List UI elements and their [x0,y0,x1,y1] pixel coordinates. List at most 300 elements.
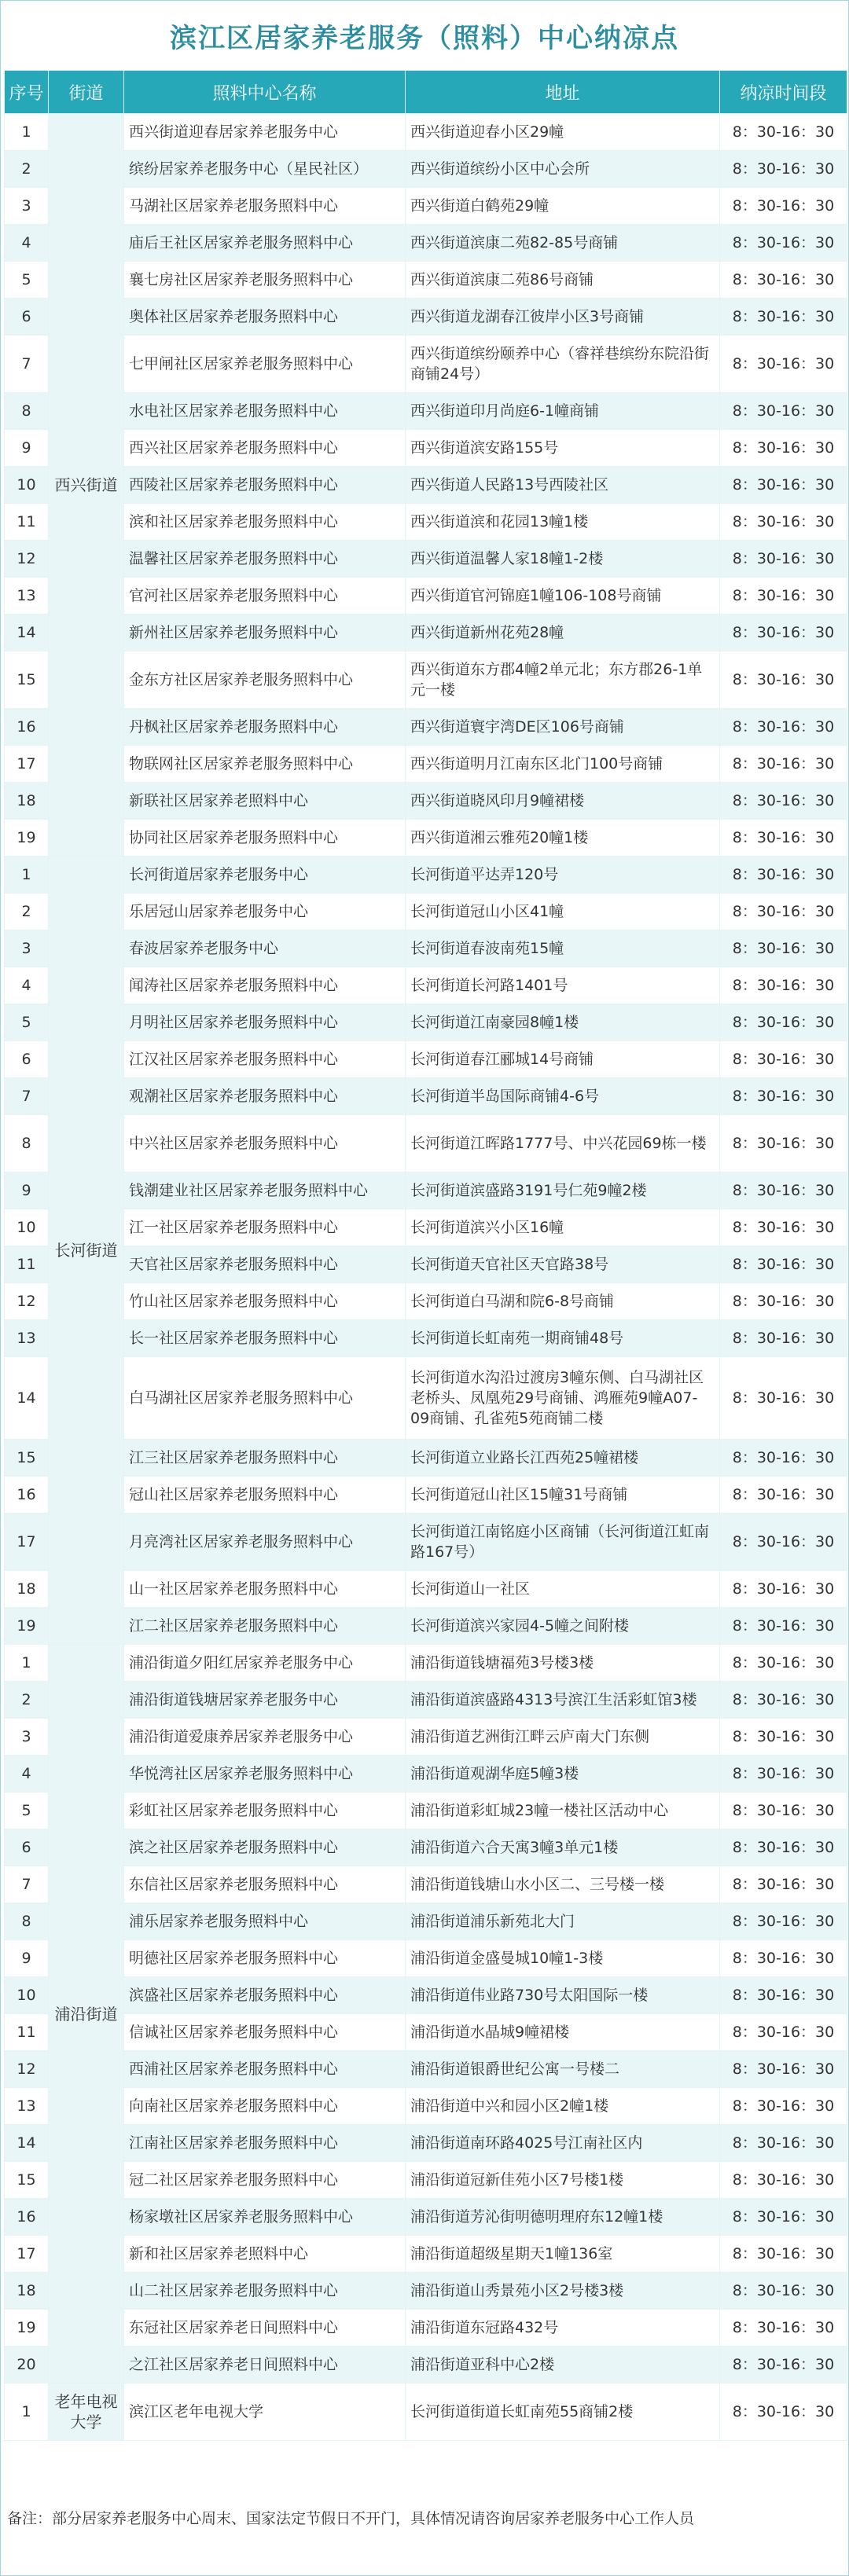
table-row [5,541,847,578]
table-row [5,1246,847,1283]
center-name: 马湖社区居家养老服务照料中心 [124,188,406,225]
center-address: 浦沿街道浦乐新苑北大门 [406,1903,720,1940]
center-address: 西兴街道寰宇湾DE区106号商铺 [406,709,720,746]
center-address: 长河街道滨盛路3191号仁苑9幢2楼 [406,1172,720,1209]
center-name: 官河社区居家养老服务照料中心 [124,578,406,615]
center-address: 浦沿街道六合天寓3幢3单元1楼 [406,1829,720,1866]
center-name: 观潮社区居家养老服务照料中心 [124,1078,406,1115]
cooling-time: 8：30-16：30 [720,2014,847,2051]
row-number: 14 [5,2125,49,2162]
center-name: 江三社区居家养老服务照料中心 [124,1440,406,1477]
table-row [5,1357,847,1440]
row-number: 3 [5,188,49,225]
center-address: 浦沿街道观湖华庭5幢3楼 [406,1756,720,1793]
table-row [5,1004,847,1041]
row-number: 15 [5,651,49,709]
table-row [5,393,847,430]
center-address: 浦沿街道滨盛路4313号滨江生活彩虹馆3楼 [406,1682,720,1719]
cooling-time: 8：30-16：30 [720,2199,847,2236]
table-row [5,114,847,151]
page-title: 滨江区居家养老服务（照料）中心纳凉点 [170,22,679,54]
cooling-time: 8：30-16：30 [720,1977,847,2014]
center-name: 向南社区居家养老服务照料中心 [124,2088,406,2125]
table-row [5,1829,847,1866]
cooling-time: 8：30-16：30 [720,967,847,1004]
header-no: 序号 [5,71,49,114]
table-row [5,1756,847,1793]
center-name: 滨盛社区居家养老服务照料中心 [124,1977,406,2014]
table-row [5,1903,847,1940]
table-row [5,430,847,467]
cooling-time: 8：30-16：30 [720,1320,847,1357]
row-number: 8 [5,393,49,430]
table-row [5,783,847,820]
table-row [5,336,847,393]
row-number: 15 [5,2162,49,2199]
center-name: 协同社区居家养老服务照料中心 [124,820,406,857]
center-name: 月明社区居家养老服务照料中心 [124,1004,406,1041]
row-number: 19 [5,820,49,857]
center-address: 浦沿街道钱塘山水小区二、三号楼一楼 [406,1866,720,1903]
cooling-time: 8：30-16：30 [720,1682,847,1719]
header-address: 地址 [406,71,720,114]
cooling-time: 8：30-16：30 [720,188,847,225]
center-name: 冠二社区居家养老服务照料中心 [124,2162,406,2199]
row-number: 1 [5,114,49,151]
cooling-time: 8：30-16：30 [720,1283,847,1320]
center-address: 浦沿街道银爵世纪公寓一号楼二 [406,2051,720,2088]
center-address: 浦沿街道艺洲街江畔云庐南大门东侧 [406,1719,720,1756]
center-address: 浦沿街道中兴和园小区2幢1楼 [406,2088,720,2125]
cooling-time: 8：30-16：30 [720,820,847,857]
cooling-time: 8：30-16：30 [720,2310,847,2347]
center-address: 西兴街道官河锦庭1幢106-108号商铺 [406,578,720,615]
table-row [5,225,847,262]
center-name: 江二社区居家养老服务照料中心 [124,1608,406,1645]
row-number: 8 [5,1115,49,1172]
cooling-time: 8：30-16：30 [720,1209,847,1246]
table-row [5,651,847,709]
table-row [5,467,847,504]
table-row [5,2310,847,2347]
center-address: 西兴街道新州花苑28幢 [406,615,720,651]
center-name: 信诚社区居家养老服务照料中心 [124,2014,406,2051]
center-name: 东信社区居家养老服务照料中心 [124,1866,406,1903]
center-address: 浦沿街道金盛曼城10幢1-3楼 [406,1940,720,1977]
center-address: 长河街道冠山社区15幢31号商铺 [406,1477,720,1514]
center-name: 山二社区居家养老服务照料中心 [124,2273,406,2310]
table-row [5,1940,847,1977]
table-row [5,1571,847,1608]
row-number: 16 [5,709,49,746]
cooling-time: 8：30-16：30 [720,2347,847,2383]
cooling-time: 8：30-16：30 [720,1940,847,1977]
center-name: 浦沿街道夕阳红居家养老服务中心 [124,1645,406,1682]
table-row [5,2125,847,2162]
cooling-time: 8：30-16：30 [720,1115,847,1172]
table-row [5,857,847,894]
row-number: 13 [5,578,49,615]
center-name: 天官社区居家养老服务照料中心 [124,1246,406,1283]
cooling-time: 8：30-16：30 [720,578,847,615]
row-number: 4 [5,225,49,262]
center-address: 西兴街道东方郡4幢2单元北；东方郡26-1单元一楼 [406,651,720,709]
center-name: 水电社区居家养老服务照料中心 [124,393,406,430]
row-number: 12 [5,541,49,578]
cooling-time: 8：30-16：30 [720,1357,847,1440]
center-address: 浦沿街道伟业路730号太阳国际一楼 [406,1977,720,2014]
center-name: 新州社区居家养老服务照料中心 [124,615,406,651]
table-row [5,2162,847,2199]
center-name: 浦沿街道爱康养居家养老服务中心 [124,1719,406,1756]
center-name: 之江社区居家养老日间照料中心 [124,2347,406,2383]
district-cell: 长河街道 [49,857,124,1645]
table-row [5,2014,847,2051]
cooling-time: 8：30-16：30 [720,2273,847,2310]
center-address: 西兴街道温馨人家18幢1-2楼 [406,541,720,578]
table-row [5,188,847,225]
footnote: 备注：部分居家养老服务中心周末、国家法定节假日不开门，具体情况请咨询居家养老服务中心工作人员 [7,2510,695,2527]
center-name: 东冠社区居家养老日间照料中心 [124,2310,406,2347]
cooling-time: 8：30-16：30 [720,894,847,930]
center-name: 滨之社区居家养老服务照料中心 [124,1829,406,1866]
center-address: 长河街道滨兴小区16幢 [406,1209,720,1246]
center-name: 浦乐居家养老服务照料中心 [124,1903,406,1940]
row-number: 3 [5,1719,49,1756]
cooling-time: 8：30-16：30 [720,2125,847,2162]
district-cell: 西兴街道 [49,114,124,857]
table-row [5,1283,847,1320]
cooling-time: 8：30-16：30 [720,746,847,783]
cooling-time: 8：30-16：30 [720,2051,847,2088]
table-row [5,1320,847,1357]
table-row [5,1977,847,2014]
row-number: 6 [5,1829,49,1866]
center-address: 长河街道长虹南苑一期商铺48号 [406,1320,720,1357]
center-name: 竹山社区居家养老服务照料中心 [124,1283,406,1320]
center-name: 长河街道居家养老服务中心 [124,857,406,894]
center-address: 西兴街道晓风印月9幢裙楼 [406,783,720,820]
center-name: 月亮湾社区居家养老服务照料中心 [124,1514,406,1571]
center-address: 浦沿街道芳沁街明德明理府东12幢1楼 [406,2199,720,2236]
center-address: 长河街道冠山小区41幢 [406,894,720,930]
center-address: 浦沿街道超级星期天1幢136室 [406,2236,720,2273]
center-address: 西兴街道人民路13号西陵社区 [406,467,720,504]
cooling-time: 8：30-16：30 [720,430,847,467]
table-row [5,1477,847,1514]
center-address: 长河街道水沟沿过渡房3幢东侧、白马湖社区老桥头、凤凰苑29号商铺、鸿雁苑9幢A07-09商铺、孔雀苑5苑商铺二楼 [406,1357,720,1440]
cooling-time: 8：30-16：30 [720,336,847,393]
cooling-time: 8：30-16：30 [720,615,847,651]
center-name: 山一社区居家养老服务照料中心 [124,1571,406,1608]
table-row [5,1440,847,1477]
center-name: 江一社区居家养老服务照料中心 [124,1209,406,1246]
center-address: 长河街道滨兴家园4-5幢之间附楼 [406,1608,720,1645]
table-row [5,1645,847,1682]
cooling-time: 8：30-16：30 [720,1246,847,1283]
center-address: 长河街道江南豪园8幢1楼 [406,1004,720,1041]
center-name: 彩虹社区居家养老服务照料中心 [124,1793,406,1829]
row-number: 6 [5,1041,49,1078]
center-address: 西兴街道明月江南东区北门100号商铺 [406,746,720,783]
table-row [5,1719,847,1756]
center-address: 长河街道江南铭庭小区商铺（长河街道江虹南路167号） [406,1514,720,1571]
center-address: 浦沿街道水晶城9幢裙楼 [406,2014,720,2051]
table-row [5,2199,847,2236]
center-name: 江汉社区居家养老服务照料中心 [124,1041,406,1078]
row-number: 18 [5,2273,49,2310]
center-name: 江南社区居家养老服务照料中心 [124,2125,406,2162]
table-row [5,930,847,967]
row-number: 13 [5,2088,49,2125]
district-cell: 老年电视大学 [49,2383,124,2441]
table-row [5,578,847,615]
row-number: 17 [5,2236,49,2273]
table-row [5,1078,847,1115]
table-row [5,2273,847,2310]
cooling-time: 8：30-16：30 [720,1477,847,1514]
cooling-time: 8：30-16：30 [720,1078,847,1115]
center-name: 春波居家养老服务中心 [124,930,406,967]
row-number: 15 [5,1440,49,1477]
center-name: 华悦湾社区居家养老服务照料中心 [124,1756,406,1793]
center-address: 西兴街道滨和花园13幢1楼 [406,504,720,541]
center-address: 西兴街道湘云雅苑20幢1楼 [406,820,720,857]
table-row [5,709,847,746]
row-number: 1 [5,857,49,894]
cooling-time: 8：30-16：30 [720,1172,847,1209]
center-name: 西浦社区居家养老服务照料中心 [124,2051,406,2088]
center-address: 西兴街道迎春小区29幢 [406,114,720,151]
center-address: 西兴街道缤纷小区中心会所 [406,151,720,188]
row-number: 6 [5,299,49,336]
cooling-time: 8：30-16：30 [720,393,847,430]
cooling-time: 8：30-16：30 [720,1440,847,1477]
center-name: 奥体社区居家养老服务照料中心 [124,299,406,336]
cooling-time: 8：30-16：30 [720,1571,847,1608]
table-row [5,262,847,299]
table-row [5,1793,847,1829]
district-cell: 浦沿街道 [49,1645,124,2383]
center-address: 浦沿街道冠新佳苑小区7号楼1楼 [406,2162,720,2199]
center-name: 西兴社区居家养老服务照料中心 [124,430,406,467]
row-number: 7 [5,1866,49,1903]
row-number: 10 [5,1209,49,1246]
center-address: 长河街道春波南苑15幢 [406,930,720,967]
center-address: 西兴街道印月尚庭6-1幢商铺 [406,393,720,430]
center-address: 长河街道白马湖和院6-8号商铺 [406,1283,720,1320]
cooling-time: 8：30-16：30 [720,1004,847,1041]
cooling-time: 8：30-16：30 [720,151,847,188]
row-number: 7 [5,336,49,393]
cooling-time: 8：30-16：30 [720,1719,847,1756]
center-address: 西兴街道滨安路155号 [406,430,720,467]
table-row [5,2088,847,2125]
cooling-time: 8：30-16：30 [720,2162,847,2199]
row-number: 10 [5,1977,49,2014]
center-address: 西兴街道滨康二苑82-85号商铺 [406,225,720,262]
cooling-time: 8：30-16：30 [720,2383,847,2441]
cooling-time: 8：30-16：30 [720,1903,847,1940]
cooling-time: 8：30-16：30 [720,709,847,746]
row-number: 7 [5,1078,49,1115]
center-address: 浦沿街道南环路4025号江南社区内 [406,2125,720,2162]
cooling-time: 8：30-16：30 [720,1866,847,1903]
table-body [5,114,847,2441]
table-row [5,1514,847,1571]
cooling-time: 8：30-16：30 [720,651,847,709]
row-number: 4 [5,1756,49,1793]
row-number: 11 [5,1246,49,1283]
row-number: 14 [5,615,49,651]
center-name: 闻涛社区居家养老服务照料中心 [124,967,406,1004]
row-number: 18 [5,783,49,820]
row-number: 10 [5,467,49,504]
table-row [5,151,847,188]
table-row [5,746,847,783]
center-address: 西兴街道缤纷颐养中心（睿祥巷缤纷东院沿街商铺24号） [406,336,720,393]
row-number: 11 [5,2014,49,2051]
cooling-time: 8：30-16：30 [720,225,847,262]
center-address: 长河街道街道长虹南苑55商铺2楼 [406,2383,720,2441]
table-row [5,299,847,336]
center-name: 浦沿街道钱塘居家养老服务中心 [124,1682,406,1719]
row-number: 2 [5,151,49,188]
center-name: 杨家墩社区居家养老服务照料中心 [124,2199,406,2236]
table-row [5,1115,847,1172]
table-row [5,1041,847,1078]
row-number: 12 [5,1283,49,1320]
cooling-time: 8：30-16：30 [720,1793,847,1829]
center-name: 缤纷居家养老服务中心（星民社区） [124,151,406,188]
center-address: 长河街道长河路1401号 [406,967,720,1004]
center-address: 浦沿街道亚科中心2楼 [406,2347,720,2383]
center-name: 庙后王社区居家养老服务照料中心 [124,225,406,262]
table-row [5,2236,847,2273]
row-number: 9 [5,430,49,467]
table-row [5,894,847,930]
center-address: 浦沿街道彩虹城23幢一楼社区活动中心 [406,1793,720,1829]
row-number: 4 [5,967,49,1004]
table-row [5,1866,847,1903]
center-address: 长河街道山一社区 [406,1571,720,1608]
row-number: 3 [5,930,49,967]
cooling-time: 8：30-16：30 [720,2088,847,2125]
cooling-time: 8：30-16：30 [720,262,847,299]
table-row [5,615,847,651]
row-number: 9 [5,1172,49,1209]
row-number: 5 [5,1004,49,1041]
cooling-time: 8：30-16：30 [720,1608,847,1645]
center-name: 中兴社区居家养老服务照料中心 [124,1115,406,1172]
center-address: 西兴街道滨康二苑86号商铺 [406,262,720,299]
row-number: 8 [5,1903,49,1940]
cooling-time: 8：30-16：30 [720,2236,847,2273]
center-name: 滨和社区居家养老服务照料中心 [124,504,406,541]
cooling-time: 8：30-16：30 [720,1514,847,1571]
row-number: 11 [5,504,49,541]
center-name: 襄七房社区居家养老服务照料中心 [124,262,406,299]
center-address: 浦沿街道钱塘福苑3号楼3楼 [406,1645,720,1682]
header-district: 街道 [49,71,124,114]
center-name: 乐居冠山居家养老服务中心 [124,894,406,930]
cooling-time: 8：30-16：30 [720,783,847,820]
row-number: 16 [5,2199,49,2236]
cooling-time: 8：30-16：30 [720,1756,847,1793]
center-address: 长河街道春江郦城14号商铺 [406,1041,720,1078]
row-number: 16 [5,1477,49,1514]
row-number: 14 [5,1357,49,1440]
table-row [5,1608,847,1645]
table-row [5,504,847,541]
center-address: 长河街道天官社区天官路38号 [406,1246,720,1283]
center-address: 浦沿街道山秀景苑小区2号楼3楼 [406,2273,720,2310]
cooling-time: 8：30-16：30 [720,857,847,894]
center-address: 长河街道江晖路1777号、中兴花园69栋一楼 [406,1115,720,1172]
row-number: 9 [5,1940,49,1977]
table-row [5,1172,847,1209]
row-number: 1 [5,1645,49,1682]
center-name: 新联社区居家养老照料中心 [124,783,406,820]
row-number: 13 [5,1320,49,1357]
center-address: 长河街道立业路长江西苑25幢裙楼 [406,1440,720,1477]
table-row [5,1682,847,1719]
table-header-row [5,71,847,114]
center-name: 冠山社区居家养老服务照料中心 [124,1477,406,1514]
center-address: 长河街道平达弄120号 [406,857,720,894]
center-name: 长一社区居家养老服务照料中心 [124,1320,406,1357]
row-number: 17 [5,1514,49,1571]
cooling-time: 8：30-16：30 [720,541,847,578]
center-name: 滨江区老年电视大学 [124,2383,406,2441]
table-row [5,1209,847,1246]
center-name: 温馨社区居家养老服务照料中心 [124,541,406,578]
center-name: 物联网社区居家养老服务照料中心 [124,746,406,783]
center-address: 西兴街道白鹤苑29幢 [406,188,720,225]
center-name: 西兴街道迎春居家养老服务中心 [124,114,406,151]
center-name: 七甲闸社区居家养老服务照料中心 [124,336,406,393]
cooling-time: 8：30-16：30 [720,1041,847,1078]
row-number: 2 [5,894,49,930]
center-name: 丹枫社区居家养老服务照料中心 [124,709,406,746]
row-number: 20 [5,2347,49,2383]
cooling-time: 8：30-16：30 [720,114,847,151]
row-number: 17 [5,746,49,783]
table-row [5,967,847,1004]
center-name: 钱潮建业社区居家养老服务照料中心 [124,1172,406,1209]
center-address: 浦沿街道东冠路432号 [406,2310,720,2347]
cooling-points-table [4,70,847,2441]
table-row [5,820,847,857]
cooling-time: 8：30-16：30 [720,1645,847,1682]
row-number: 19 [5,1608,49,1645]
center-name: 西陵社区居家养老服务照料中心 [124,467,406,504]
table-row [5,2383,847,2441]
center-address: 长河街道半岛国际商铺4-6号 [406,1078,720,1115]
cooling-time: 8：30-16：30 [720,1829,847,1866]
row-number: 5 [5,262,49,299]
cooling-time: 8：30-16：30 [720,930,847,967]
row-number: 1 [5,2383,49,2441]
cooling-time: 8：30-16：30 [720,299,847,336]
row-number: 12 [5,2051,49,2088]
cooling-time: 8：30-16：30 [720,504,847,541]
table-row [5,2051,847,2088]
row-number: 18 [5,1571,49,1608]
center-name: 明德社区居家养老服务照料中心 [124,1940,406,1977]
cooling-time: 8：30-16：30 [720,467,847,504]
row-number: 19 [5,2310,49,2347]
